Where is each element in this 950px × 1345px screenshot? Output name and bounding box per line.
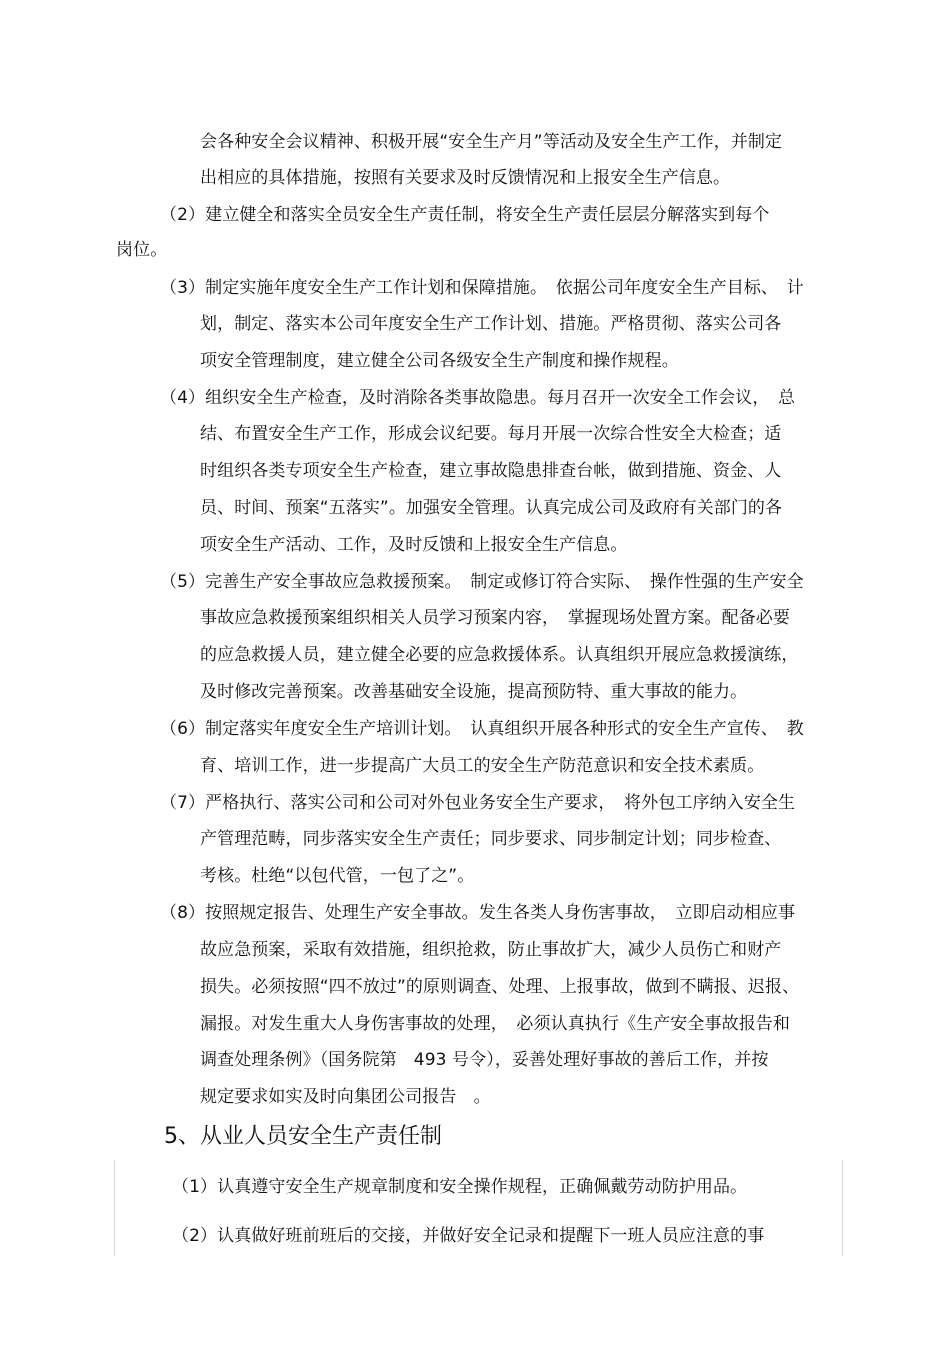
- paragraph-line: （4）组织安全生产检查，及时消除各类事故隐患。每月召开一次安全工作会议， 总: [160, 388, 796, 408]
- paragraph-line: （2）认真做好班前班后的交接，并做好安全记录和提醒下一班人员应注意的事: [172, 1226, 765, 1246]
- paragraph-line: （1）认真遵守安全生产规章制度和安全操作规程，正确佩戴劳动防护用品。: [172, 1177, 748, 1197]
- paragraph-line: 漏报。对发生重大人身伤害事故的处理， 必须认真执行《生产安全事故报告和: [200, 1014, 790, 1034]
- paragraph-line: 划，制定、落实本公司年度安全生产工作计划、措施。严格贯彻、落实公司各: [200, 314, 782, 334]
- paragraph-line: 损失。必须按照“四不放过”的原则调查、处理、上报事故，做到不瞒报、迟报、: [200, 977, 800, 997]
- paragraph-line: 结、布置安全生产工作，形成会议纪要。每月开展一次综合性安全大检查；适: [200, 424, 782, 444]
- paragraph-line: 事故应急救援预案组织相关人员学习预案内容， 掌握现场处置方案。配备必要: [200, 608, 790, 628]
- paragraph-line: 调查处理条例》（国务院第 493 号令），妥善处理好事故的善后工作，并按: [200, 1050, 769, 1070]
- paragraph-line: 出相应的具体措施，按照有关要求及时反馈情况和上报安全生产信息。: [200, 168, 731, 188]
- paragraph-line: 项安全生产活动、工作，及时反馈和上报安全生产信息。: [200, 535, 628, 555]
- paragraph-line: （7）严格执行、落实公司和公司对外包业务安全生产要求， 将外包工序纳入安全生: [160, 793, 796, 813]
- paragraph-line: 岗位。: [116, 240, 168, 260]
- paragraph-line: 项安全管理制度，建立健全公司各级安全生产制度和操作规程。: [200, 351, 679, 371]
- paragraph-line: 育、培训工作，进一步提高广大员工的安全生产防范意识和安全技术素质。: [200, 756, 765, 776]
- paragraph-line: （3）制定实施年度安全生产工作计划和保障措施。 依据公司年度安全生产目标、 计: [160, 278, 804, 298]
- paragraph-line: 员、时间、预案“五落实”。加强安全管理。认真完成公司及政府有关部门的各: [200, 498, 783, 518]
- paragraph-line: 规定要求如实及时向集团公司报告 。: [200, 1087, 491, 1107]
- paragraph-line: 故应急预案，采取有效措施，组织抢救，防止事故扩大，减少人员伤亡和财产: [200, 940, 782, 960]
- paragraph-line: 的应急救援人员，建立健全必要的应急救援体系。认真组织开展应急救援演练，: [200, 645, 799, 665]
- paragraph-line: （6）制定落实年度安全生产培训计划。 认真组织开展各种形式的安全生产宣传、 教: [160, 719, 804, 739]
- left-margin-rule: [114, 1160, 115, 1256]
- right-margin-rule: [842, 1160, 843, 1256]
- paragraph-line: （5）完善生产安全事故应急救援预案。 制定或修订符合实际、 操作性强的生产安全: [160, 572, 804, 592]
- paragraph-line: （8）按照规定报告、处理生产安全事故。发生各类人身伤害事故， 立即启动相应事: [160, 903, 796, 923]
- paragraph-line: 考核。杜绝“以包代管，一包了之”。: [200, 866, 475, 886]
- paragraph-line: 时组织各类专项安全生产检查，建立事故隐患排查台帐，做到措施、资金、人: [200, 461, 782, 481]
- paragraph-line: （2）建立健全和落实全员安全生产责任制，将安全生产责任层层分解落实到每个: [160, 205, 770, 225]
- paragraph-line: 产管理范畴，同步落实安全生产责任；同步要求、同步制定计划；同步检查、: [200, 829, 782, 849]
- paragraph-line: 会各种安全会议精神、积极开展“安全生产月”等活动及安全生产工作，并制定: [200, 132, 783, 152]
- paragraph-line: 及时修改完善预案。改善基础安全设施，提高预防特、重大事故的能力。: [200, 682, 748, 702]
- section-heading: 5、从业人员安全生产责任制: [164, 1124, 442, 1149]
